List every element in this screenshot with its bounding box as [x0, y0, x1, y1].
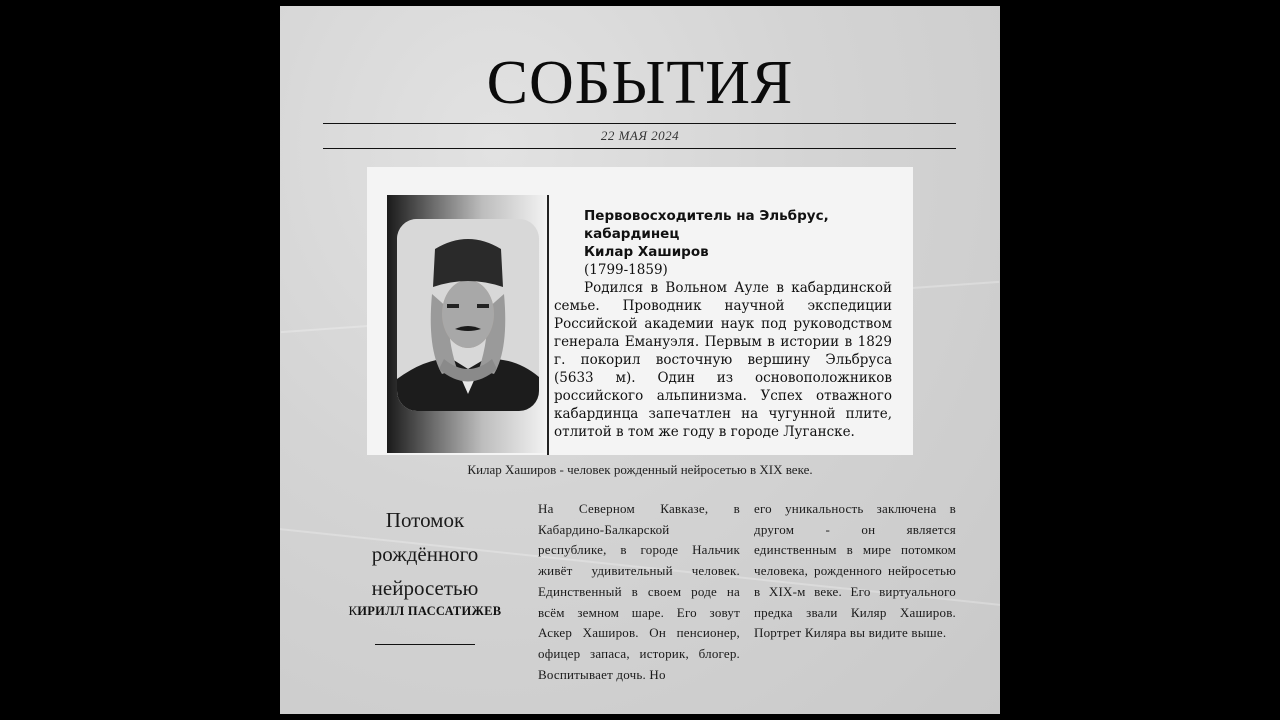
issue-date: 22 МАЯ 2024 — [600, 128, 680, 143]
article-column-1: На Северном Кавказе, в Кабардино-Балкарской республике, в городе Нальчик живёт удивительный человек. Единственный в своем роде на всём земном шаре. Его зовут Аскер Хаширов. Он пенсионер, офицер запаса, историк, блогер. Воспитывает дочь. Но — [538, 501, 740, 682]
byline-name: ИРИЛЛ ПАССАТИЖЕВ — [357, 604, 502, 618]
portrait-frame — [387, 195, 546, 453]
byline-initial: К — [348, 603, 358, 618]
article-subtitle: Потомок рождённого нейросетью — [371, 508, 479, 600]
masthead-rule-bottom — [323, 148, 956, 149]
clipping-body: Родился в Вольном Ауле в кабардинской семье. Проводник научной экспедиции Российской академии наук под руководством генерала Емануэля. Первым в истории в 1829 г. покорил восточную вершину Эльбруса (5633 м). Один из основоположников российского альпинизма. Успех отважного кабардинца запечатлен на чугунной плите, отлитой в том же году в городе Луганске. — [554, 280, 892, 440]
photo-caption: Килар Хаширов - человек рожденный нейросетью в XIX веке. — [467, 462, 813, 477]
portrait-illustration — [397, 219, 539, 411]
masthead-rule-top — [323, 123, 956, 124]
clipping-title-line: кабардинец — [584, 226, 680, 242]
clipping-title-line: Килар Хаширов — [584, 244, 709, 260]
clipping-text — [554, 207, 892, 441]
clipping-years: (1799-1859) — [584, 262, 668, 278]
clipping-title-line: Первовосходитель на Эльбрус, — [584, 208, 829, 224]
clipping-divider — [547, 195, 549, 455]
byline-rule — [375, 644, 475, 645]
newspaper-page — [280, 6, 1000, 714]
clipping-photo — [367, 167, 913, 455]
masthead-title: СОБЫТИЯ — [486, 49, 794, 117]
portrait-image — [397, 219, 539, 411]
article-byline — [335, 603, 515, 619]
article-column-2: его уникальность заключена в другом - он является единственным в мире потомком человека, рожденного нейросетью в XIX-м веке. Его виртуального предка звали Киляр Хаширов. Портрет Киляра вы видите выше. — [754, 501, 956, 641]
